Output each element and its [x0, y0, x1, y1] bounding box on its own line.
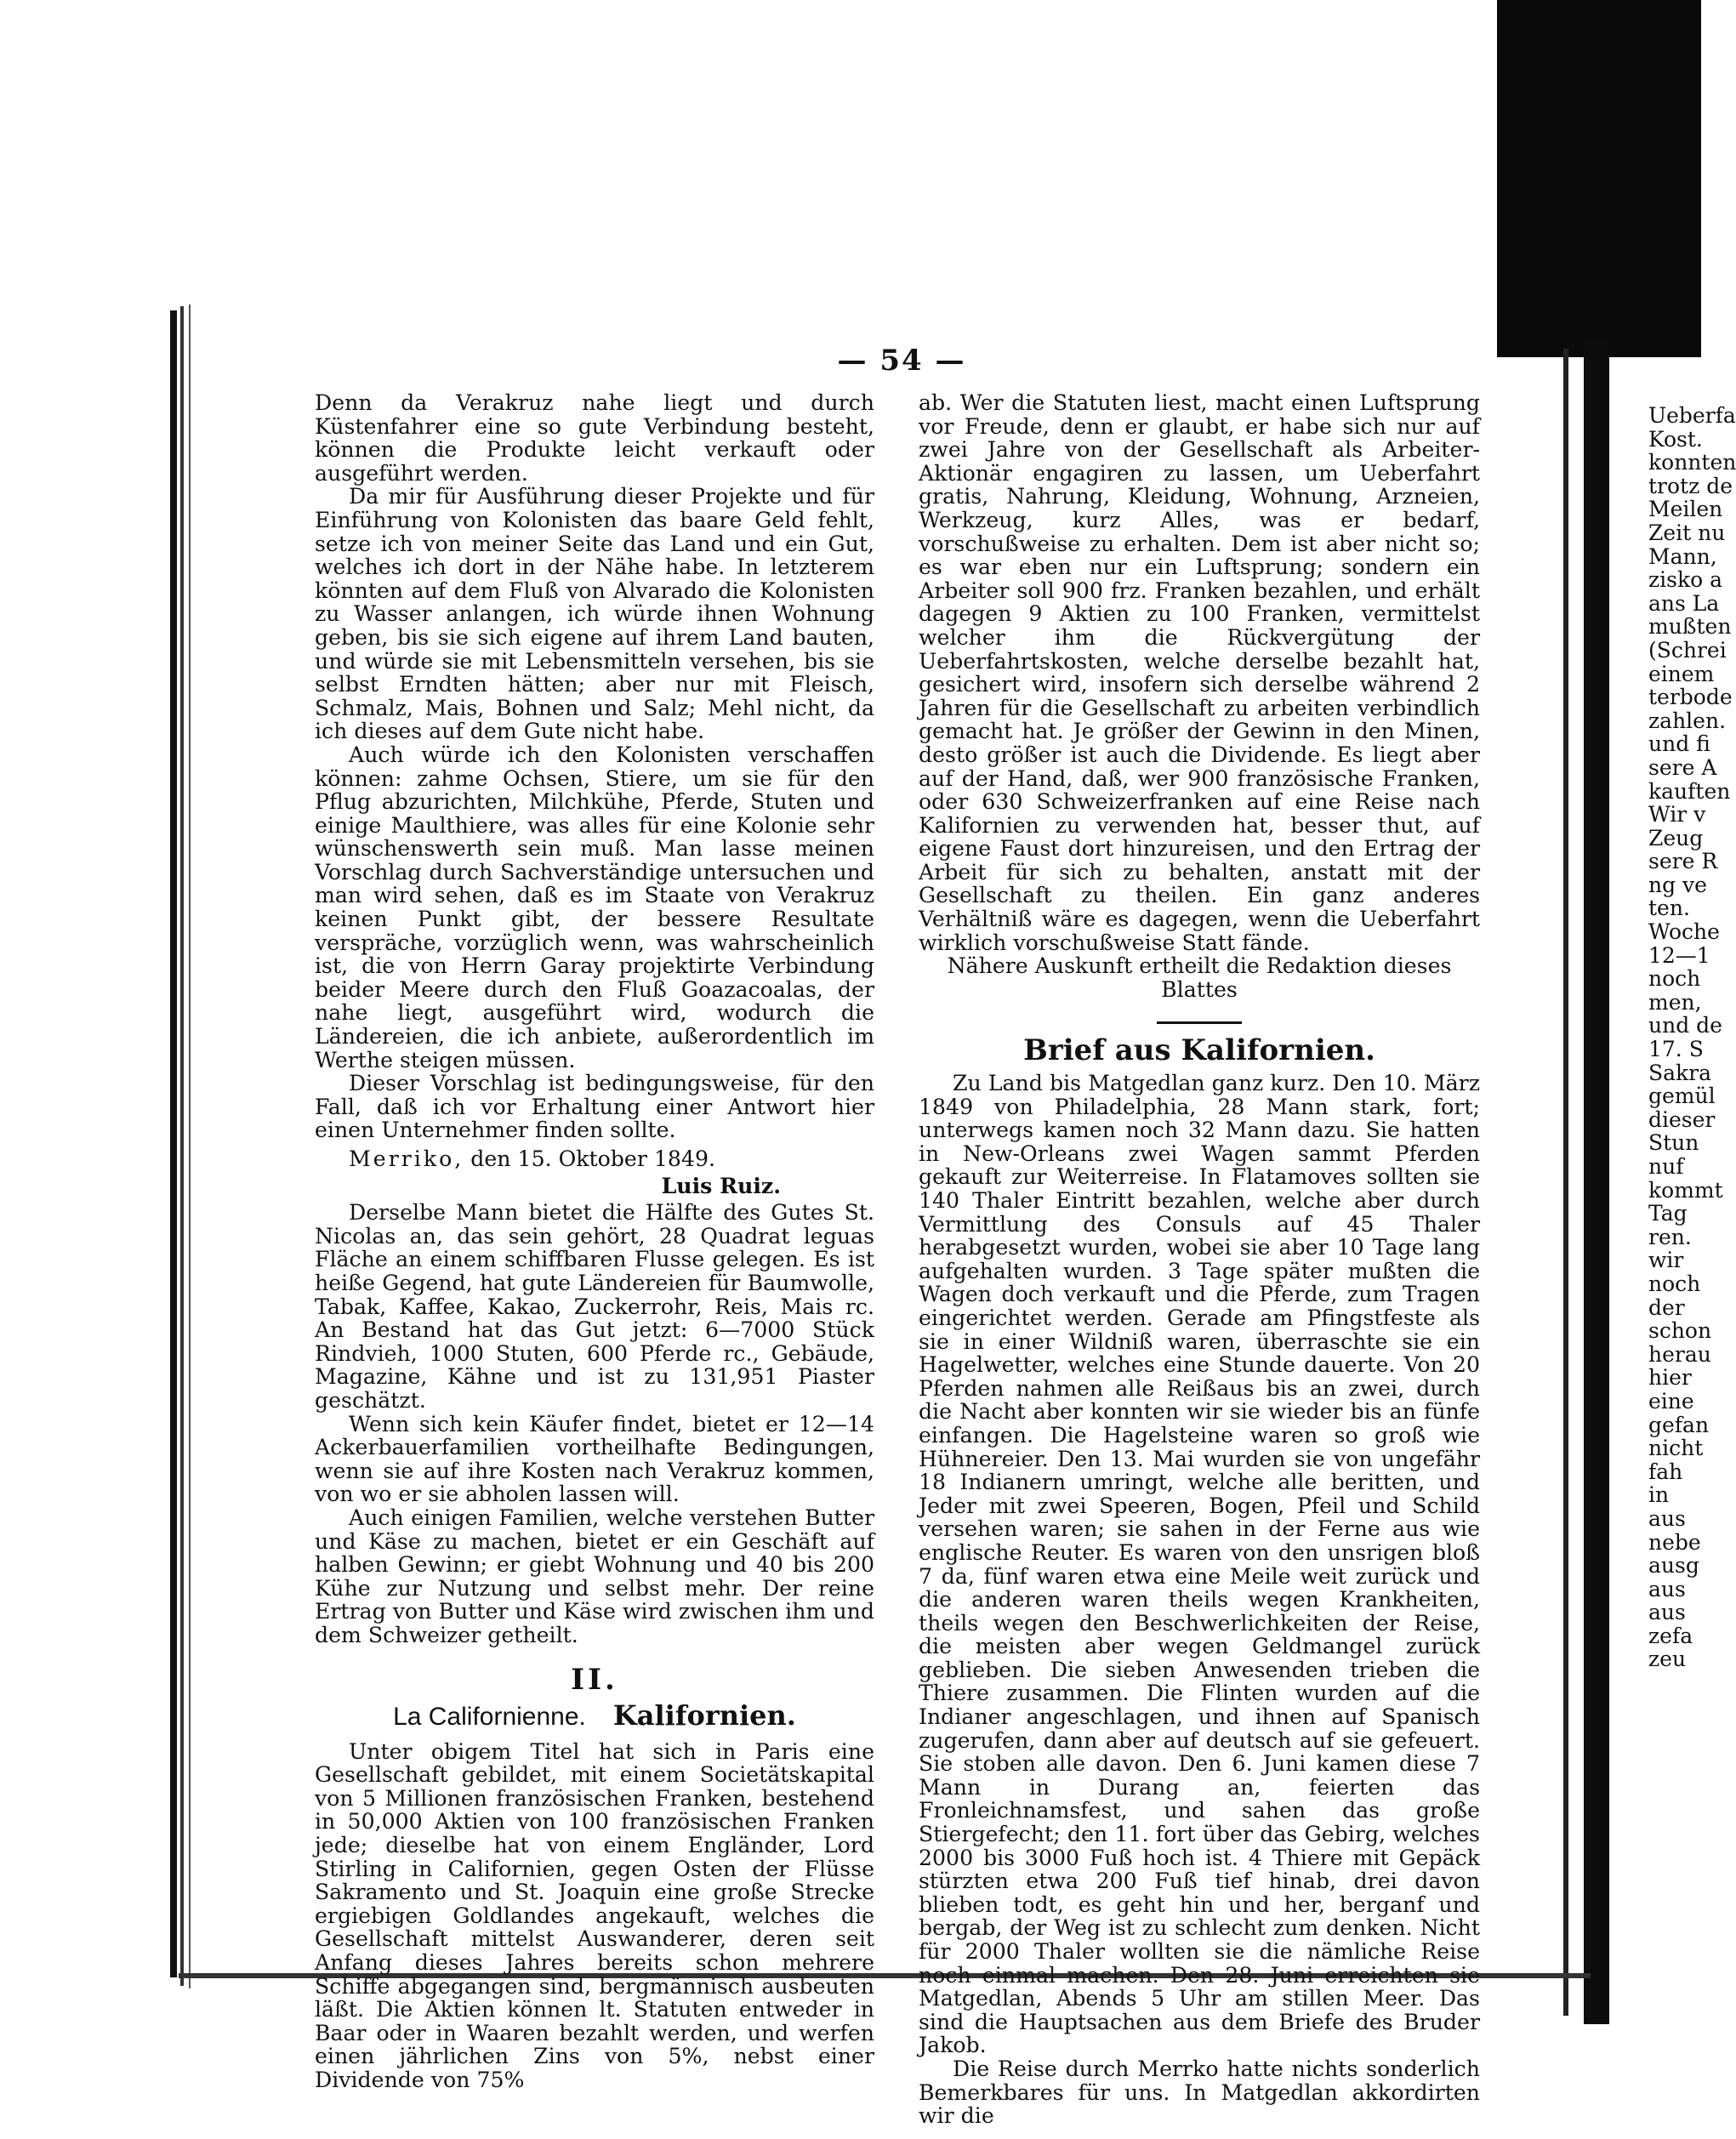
- book-edge-left-3: [189, 304, 191, 1988]
- signature: Luis Ruiz.: [661, 1172, 781, 1198]
- text-fragment: gefan: [1648, 1412, 1710, 1437]
- text-fragment: Kost.: [1648, 426, 1703, 452]
- text-fragment: Woche: [1648, 919, 1720, 945]
- text-fragment: aus: [1648, 1505, 1686, 1531]
- page-number: — 54 —: [837, 344, 966, 378]
- text-fragment: zefa: [1648, 1623, 1693, 1648]
- text-fragment: (Schrei: [1648, 637, 1727, 663]
- section-title-german: Kalifornien.: [612, 1699, 796, 1732]
- text-fragment: herau: [1648, 1341, 1711, 1367]
- text-fragment: 17. S: [1648, 1037, 1704, 1062]
- text-fragment: nicht: [1648, 1436, 1704, 1461]
- notice-line: Nähere Auskunft ertheilt die Redaktion dieses Blattes: [947, 953, 1452, 1002]
- paragraph: Die Reise durch Merrko hatte nichts sonderlich Bemerkbares für uns. In Matgedlan akkordirten wir die: [919, 2056, 1480, 2129]
- text-fragment: sere A: [1648, 754, 1717, 780]
- text-fragment: nuf: [1648, 1154, 1684, 1179]
- text-fragment: noch: [1648, 966, 1701, 992]
- text-fragment: fah: [1648, 1459, 1683, 1484]
- text-fragment: Zeit nu: [1648, 520, 1726, 545]
- book-edge-left: [170, 310, 177, 1977]
- text-fragment: Ueberfa: [1648, 403, 1736, 428]
- text-fragment: und fi: [1648, 731, 1710, 757]
- text-fragment: zeu: [1648, 1647, 1687, 1672]
- text-fragment: aus: [1648, 1576, 1686, 1601]
- paragraph: Auch würde ich den Kolonisten verschaffen können: zahme Ochsen, Stiere, um sie für den Pflug abzurichten, Milchkühe, Pferde, Stuten und einige Maulthiere, was alles für eine Kolonie sehr wünschenswerth sein muß. Man lasse meinen Vorschlag durch Sachverständige untersuchen und man wird sehen, daß es im Staate von Verakruz keinen Punkt gibt, der bessere Resultate verspräche, vorzüglich wenn, was wahrscheinlich ist, die von Herrn Garay projektirte Verbindung beider Meere durch den Fluß Goazacoalas, der nahe liegt, ausgeführt wird, wodurch die Ländereien, die ich anbiete, außerordentlich im Werthe steigen müssen.: [315, 742, 874, 1072]
- text-fragment: schon: [1648, 1318, 1712, 1344]
- dateline-city: Merriko,: [349, 1146, 464, 1171]
- text-fragment: gemül: [1648, 1084, 1716, 1109]
- paragraph: Dieser Vorschlag ist bedingungsweise, für den Fall, daß ich vor Erhaltung einer Antwort hier einen Unternehmer finden sollte.: [315, 1071, 874, 1143]
- paragraph: Zu Land bis Matgedlan ganz kurz. Den 10. März 1849 von Philadelphia, 28 Mann stark, fort; unterwegs kamen noch 32 Mann dazu. Sie hatten in New-Orleans zwei Wagen sammt Pferden gekauft zur Weiterreise. In Flatamoves sollten sie 140 Thaler Eintritt bezahlen, welche aber durch Vermittlung des Consuls auf 45 Thaler herabgesetzt wurden, wobei sie aber 10 Tage lang aufgehalten wurden. 3 Tage später mußten die Wagen doch verkauft und die Pferde, zum Tragen eingerichtet werden. Gerade am Pfingstfeste als sie in einer Wildniß waren, überraschte sie ein Hagelwetter, welches eine Stunde dauerte. Von 20 Pferden nahmen alle Reißaus bis an zwei, durch die Nacht aber konnten wir sie wieder bis an fünfe einfangen. Die Hagelsteine waren so groß wie Hühnereier. Den 13. Mai wurden sie von ungefähr 18 Indianern umringt, welche alle beritten, und Jeder mit zwei Speeren, Bogen, Pfeil und Schild versehen waren; sie sahen in der Ferne aus wie englische Reuter. Es waren von den unsrigen bloß 7 da, fünf waren etwa eine Meile weit zurück und die anderen waren theils wegen Krankheiten, theils wegen den Beschwerlichkeiten der Reise, die meisten aber wegen Geldmangel zurück geblieben. Die sieben Anwesenden trieben die Thiere zusammen. Die Flinten wurden auf die Indianer angeschlagen, und ihnen auf Spanisch zugerufen, dann aber auf deutsch auf sie gefeuert. Sie stoben alle davon. Den 6. Juni kamen diese 7 Mann in Durang an, feierten das Fronleichnamsfest, und sahen das große Stiergefecht; den 11. fort über das Gebirg, welches 2000 bis 3000 Fuß hoch ist. 4 Thiere mit Gepäck stürzten etwa 200 Fuß tief hinab, drei davon blieben todt, es geht hin und her, berganf und bergab, der Weg ist zu schlecht zum denken. Nicht für 2000 Thaler wollten sie die nämliche Reise noch einmal machen. Den 28. Juni erreichten sie Matgedlan, Abends 5 Uhr am stillen Meer. Das sind die Hauptsachen aus dem Briefe des Bruder Jakob.: [919, 1071, 1480, 2058]
- page-edge-right: [1563, 349, 1568, 2016]
- left-column: [315, 391, 874, 2092]
- text-fragment: ten.: [1648, 896, 1690, 921]
- text-fragment: einem: [1648, 661, 1715, 686]
- paragraph: Wenn sich kein Käufer findet, bietet er 12—14 Ackerbauerfamilien vortheilhafte Bedingungen, wenn sie auf ihre Kosten nach Verakruz kommen, von wo er sie abholen lassen will.: [315, 1411, 874, 1507]
- text-fragment: nebe: [1648, 1529, 1701, 1555]
- text-fragment: ausg: [1648, 1553, 1699, 1579]
- text-fragment: noch: [1648, 1271, 1701, 1296]
- text-fragment: Wir v: [1648, 802, 1706, 828]
- text-fragment: terbode: [1648, 685, 1733, 710]
- text-fragment: zahlen.: [1648, 708, 1727, 733]
- text-fragment: men,: [1648, 989, 1702, 1015]
- text-fragment: aus: [1648, 1600, 1686, 1625]
- text-fragment: zisko a: [1648, 567, 1723, 593]
- text-fragment: trotz de: [1648, 473, 1733, 498]
- paragraph: Da mir für Ausführung dieser Projekte und für Einführung von Kolonisten das baare Geld fehlt, setze ich von meiner Seite das Land und ein Gut, welches ich dort in der Nähe habe. In letzterem könnten auf dem Fluß von Alvarado die Kolonisten zu Wasser anlangen, ich würde ihnen Wohnung geben, bis sie sich eigene auf ihrem Land bauten, und würde sie mit Lebensmitteln versehen, bis sie selbst Erndten hätten; aber nur mit Fleisch, Schmalz, Mais, Bohnen und Salz; Mehl nicht, da ich dieses auf dem Gute nicht habe.: [315, 484, 874, 744]
- text-fragment: Mann,: [1648, 543, 1717, 569]
- dateline-date: den 15. Oktober 1849.: [470, 1146, 715, 1171]
- text-fragment: und de: [1648, 1013, 1722, 1038]
- text-fragment: hier: [1648, 1365, 1692, 1391]
- article-headline: Brief aus Kalifornien.: [1023, 1033, 1375, 1068]
- middle-column: [919, 391, 1480, 2128]
- text-fragment: Meilen: [1648, 497, 1723, 522]
- paragraph: ab. Wer die Statuten liest, macht einen Luftsprung vor Freude, denn er glaubt, er habe sich nur auf zwei Jahre von der Gesellschaft als Arbeiter-Aktionär engagiren zu lassen, um Ueberfahrt gratis, Nahrung, Kleidung, Wohnung, Arzneien, Werkzeug, kurz Alles, was er bedarf, vorschußweise zu erhalten. Dem ist aber nicht so; es war eben nur ein Luftsprung; sondern ein Arbeiter soll 900 frz. Franken bezahlen, und erhält dagegen 9 Aktien zu 100 Franken, vermittelst welcher ihm die Rückvergütung der Ueberfahrtskosten, welche derselbe bezahlt hat, gesichert wird, insofern sich derselbe während 2 Jahren für die Gesellschaft zu arbeiten verbindlich gemacht hat. Je größer der Gewinn in den Minen, desto größer ist auch die Dividende. Es liegt aber auf der Hand, daß, wer 900 französische Franken, oder 630 Schweizerfranken auf eine Reise nach Kalifornien zu verwenden hat, besser thut, auf eigene Faust dort hinzureisen, und den Ertrag der Arbeit für sich zu behalten, anstatt mit der Gesellschaft zu theilen. Ein ganz anderes Verhältniß wäre es dagegen, wenn die Ueberfahrt wirklich vorschußweise Statt fände.: [919, 390, 1480, 955]
- text-fragment: der: [1648, 1294, 1685, 1320]
- text-fragment: eine: [1648, 1388, 1694, 1414]
- text-fragment: mußten: [1648, 614, 1732, 640]
- book-gutter-right: [1584, 340, 1609, 2024]
- text-fragment: Stun: [1648, 1130, 1699, 1156]
- paragraph: Unter obigem Titel hat sich in Paris eine Gesellschaft gebildet, mit einem Societätskapital von 5 Millionen französischen Franken, bestehend in 50,000 Aktien von 100 französischen Franken jede; dieselbe hat von einem Engländer, Lord Stirling in Californien, gegen Osten der Flüsse Sakramento und St. Joaquin eine große Strecke ergiebigen Goldlandes angekauft, welches die Gesellschaft mittelst Auswanderer, deren seit Anfang dieses Jahres bereits schon mehrere Schiffe abgegangen sind, bergmännisch ausbeuten läßt. Die Aktien können lt. Statuten entweder in Baar oder in Waaren bezahlt werden, und werfen einen jährlichen Zins von 5%, nebst einer Dividende von 75%: [315, 1738, 874, 2092]
- text-fragment: dieser: [1648, 1106, 1716, 1132]
- text-fragment: kommt: [1648, 1177, 1723, 1203]
- divider-rule: [1157, 1021, 1242, 1024]
- book-edge-left-2: [180, 306, 184, 1986]
- scan-margin-top: [0, 0, 1701, 281]
- text-fragment: ng ve: [1648, 872, 1707, 897]
- text-fragment: Zeug: [1648, 825, 1704, 850]
- section-heading: [315, 1699, 874, 1732]
- section-title-french: La Californienne.: [393, 1703, 586, 1732]
- text-fragment: ren.: [1648, 1224, 1692, 1249]
- dateline: [315, 1147, 874, 1171]
- text-fragment: sere R: [1648, 849, 1718, 874]
- text-fragment: 12—1: [1648, 942, 1710, 968]
- paragraph: Denn da Verakruz nahe liegt und durch Küstenfahrer eine so gute Verbindung besteht, können die Produkte leicht verkauft oder ausgeführt werden.: [315, 390, 874, 486]
- scan-dark-corner: [1497, 0, 1701, 357]
- text-fragment: in: [1648, 1482, 1670, 1508]
- text-fragment: konnten: [1648, 450, 1736, 475]
- text-fragment: wir: [1648, 1248, 1684, 1273]
- right-column-fragment: [1648, 403, 1736, 1672]
- text-fragment: kauften: [1648, 778, 1731, 804]
- paragraph: Derselbe Mann bietet die Hälfte des Gutes St. Nicolas an, das sein gehört, 28 Quadrat leguas Fläche an einem schiffbaren Flusse gelegen. Es ist heiße Gegend, hat gute Ländereien für Baumwolle, Tabak, Kaffee, Kakao, Zuckerrohr, Reis, Mais rc. An Bestand hat das Gut jetzt: 6—7000 Stück Rindvieh, 1000 Stuten, 600 Pferde rc., Gebäude, Magazine, Kähne und ist zu 131,951 Piaster geschätzt.: [315, 1200, 874, 1413]
- text-fragment: Sakra: [1648, 1060, 1712, 1085]
- paragraph: Auch einigen Familien, welche verstehen Butter und Käse zu machen, bietet er ein Geschäft auf halben Gewinn; er giebt Wohnung und 40 bis 200 Kühe zur Nutzung und selbst mehr. Der reine Ertrag von Butter und Käse wird zwischen ihm und dem Schweizer getheilt.: [315, 1505, 874, 1647]
- section-number: II.: [571, 1663, 618, 1698]
- text-fragment: ans La: [1648, 590, 1720, 616]
- text-fragment: Tag: [1648, 1201, 1688, 1226]
